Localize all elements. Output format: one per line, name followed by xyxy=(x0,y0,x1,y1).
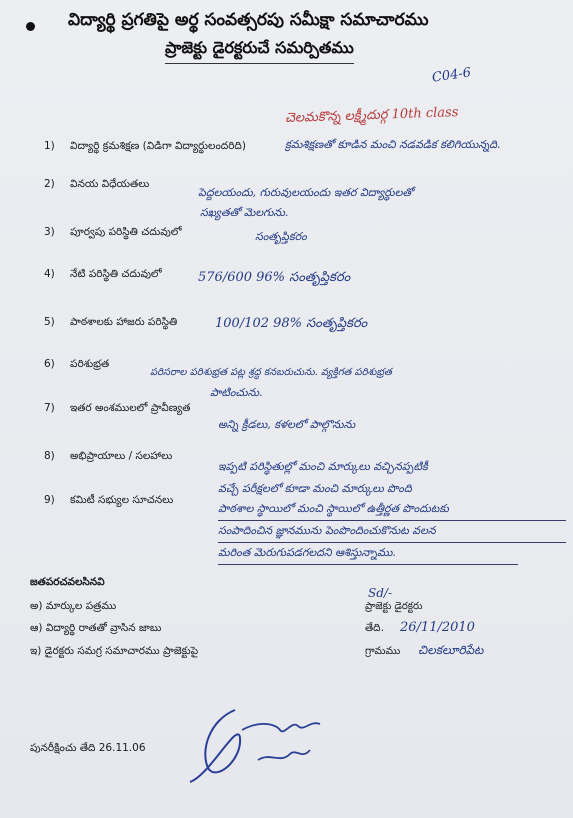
village-label: గ్రామము xyxy=(365,645,401,657)
director-signature: Sd/- xyxy=(368,586,392,600)
underline-9b xyxy=(218,542,566,543)
item-5-answer: 100/102 98% సంతృప్తికరం xyxy=(215,316,368,331)
review-date: పునరీక్షించు తేది 26.11.06 xyxy=(30,742,146,754)
item-6-answer: పరిసరాల పరిశుభ్రత పట్ల శ్రద్ధ కనబరుచును. వ్యక్తిగత పరిశుభ్రత xyxy=(150,367,392,378)
document-subtitle: ప్రాజెక్టు డైరక్టరుచే సమర్పితము xyxy=(165,38,354,64)
document-title: విద్యార్థి ప్రగతిపై అర్థ సంవత్సరపు సమీక్షా సమాచారము xyxy=(68,10,429,30)
signature-scribble xyxy=(180,690,340,790)
director-date: 26/11/2010 xyxy=(400,620,475,635)
director-village: చిలకలూరిపేట xyxy=(418,643,484,657)
director-designation: ప్రాజెక్టు డైరక్టరు xyxy=(365,601,423,612)
item-8-answer-cont: వచ్చే పరీక్షలలో కూడా మంచి మార్కులు పొంది xyxy=(218,482,412,495)
enclosure-a: అ) మార్కుల పత్రము xyxy=(30,600,117,612)
student-name: చెలమకొన్న లక్ష్మీదుర్గ 10th class xyxy=(284,104,459,127)
enclosure-c: ఇ) డైరక్టరు సమగ్ర సమాచారము ప్రాజెక్టుపై xyxy=(30,645,199,657)
item-8-answer: ఇప్పటి పరిస్థితుల్లో మంచి మార్కులు వచ్చినప్పటికీ xyxy=(218,460,428,473)
item-3-label: 3) పూర్వపు పరిస్థితి చదువులో xyxy=(44,226,182,238)
enclosure-b: ఆ) విద్యార్థి రాతతో వ్రాసిన జాబు xyxy=(30,622,162,634)
enclosures-heading: జతపరచవలసినవి xyxy=(30,576,105,588)
item-9-answer-cont: సంపాదించిన జ్ఞానమును పెంపొందించుకొనుట వలన xyxy=(218,524,436,537)
item-7-answer: అన్ని క్రీడలు, కళలలో పాల్గొనును xyxy=(218,418,356,431)
item-5-label: 5) పాఠశాలకు హాజరు పరిస్థితి xyxy=(44,316,178,328)
item-6-answer-cont: పాటించును. xyxy=(210,386,263,399)
item-9-answer: పాఠశాల స్థాయిలో మంచి స్థాయిలో ఉత్తీర్ణత పొందుటకు xyxy=(218,502,449,515)
item-9-label: 9) కమిటీ సభ్యుల సూచనలు xyxy=(44,494,174,506)
underline-9a xyxy=(218,520,566,521)
item-6-label: 6) పరిశుభ్రత xyxy=(44,358,110,370)
underline-9c xyxy=(218,564,518,565)
item-9-answer-cont2: మరింత మెరుగుపడగలదని ఆశిస్తున్నాము. xyxy=(218,546,396,559)
bullet-dot xyxy=(26,22,35,31)
item-1-label: 1) విద్యార్థి క్రమశిక్షణ (విడిగా విద్యార్థులందరిది) xyxy=(44,140,246,152)
item-4-answer: 576/600 96% సంతృప్తికరం xyxy=(198,270,351,285)
item-3-answer: సంతృప్తికరం xyxy=(255,230,307,243)
item-1-answer: క్రమశిక్షణతో కూడిన మంచి నడవడిక కలిగియున్నది. xyxy=(285,138,501,151)
item-7-label: 7) ఇతర అంశములలో ప్రావీణ్యత xyxy=(44,402,191,414)
item-2-label: 2) వినయ విధేయతలు xyxy=(44,178,150,190)
item-4-label: 4) నేటి పరిస్థితి చదువులో xyxy=(44,268,162,280)
item-2-answer-cont: సఖ్యతతో మెలగును. xyxy=(200,206,289,219)
reference-number: C04-6 xyxy=(431,65,473,86)
item-2-answer: పెద్దలయందు, గురువులయందు ఇతర విద్యార్థులతో xyxy=(198,186,414,199)
item-8-label: 8) అభిప్రాయాలు / సలహాలు xyxy=(44,450,173,462)
date-label: తేది. xyxy=(365,622,384,634)
